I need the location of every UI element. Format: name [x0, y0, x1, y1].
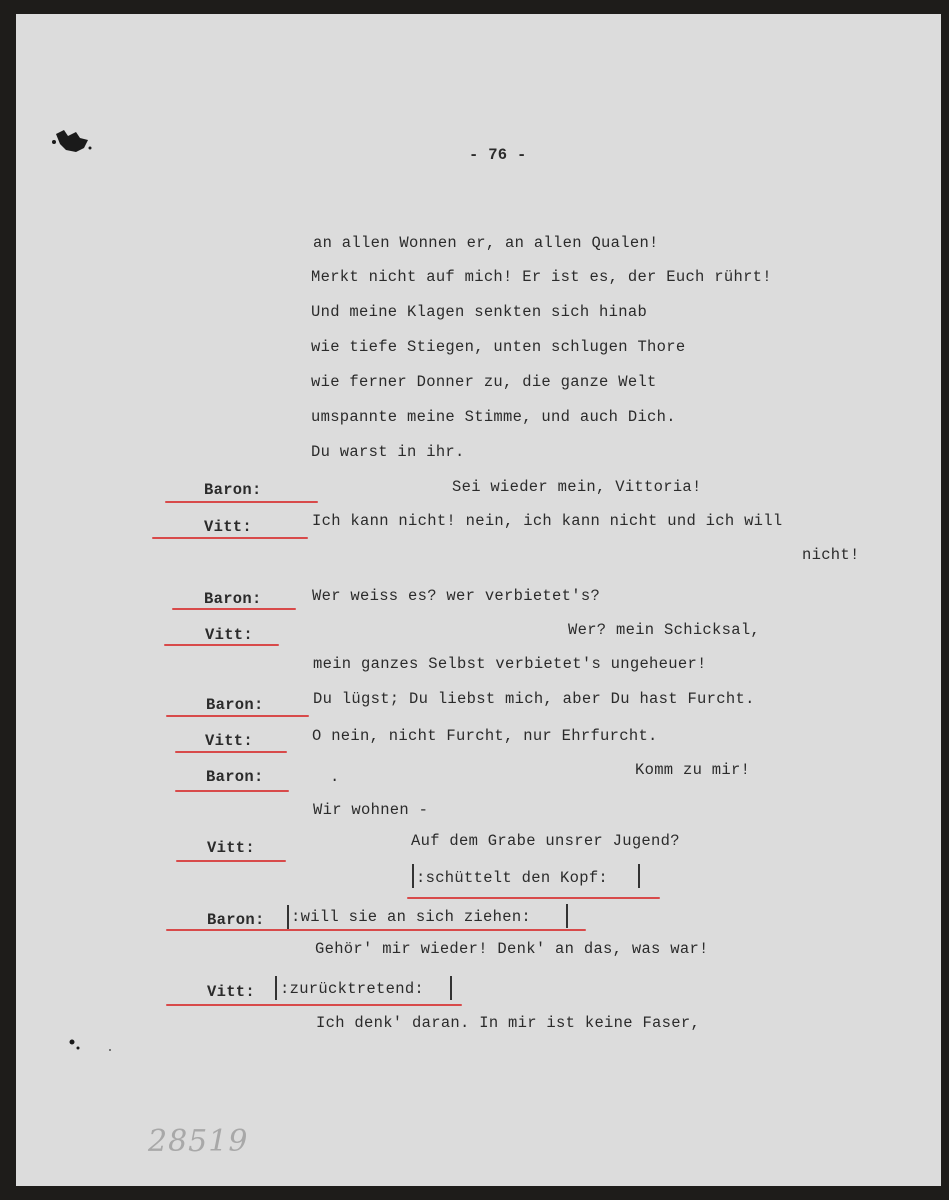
speaker-label: Baron:	[204, 481, 262, 499]
speaker-label: Vitt:	[204, 518, 253, 536]
ink-speck-icon	[66, 1036, 120, 1058]
dialogue-line: Sei wieder mein, Vittoria!	[452, 478, 702, 496]
speaker-label: Baron:	[204, 590, 262, 608]
ink-blot-icon	[50, 124, 94, 158]
speaker-label: Baron:	[206, 696, 264, 714]
red-underline	[176, 860, 286, 862]
bracket-bar	[275, 976, 277, 1000]
dot-mark: .	[330, 768, 340, 786]
verse-line: an allen Wonnen er, an allen Qualen!	[313, 234, 659, 252]
red-underline	[165, 501, 318, 503]
dialogue-line: Ich denk' daran. In mir ist keine Faser,	[316, 1014, 701, 1032]
bracket-bar	[287, 905, 289, 929]
red-underline	[164, 644, 279, 646]
dialogue-line: Wer? mein Schicksal,	[568, 621, 761, 639]
speaker-label: Baron:	[207, 911, 265, 929]
verse-line: Und meine Klagen senkten sich hinab	[311, 303, 648, 321]
red-underline	[166, 715, 309, 717]
verse-line: wie tiefe Stiegen, unten schlugen Thore	[311, 338, 686, 356]
speaker-label: Vitt:	[205, 626, 254, 644]
red-underline	[152, 537, 308, 539]
red-underline	[175, 751, 287, 753]
speaker-label: Vitt:	[207, 839, 256, 857]
archive-number: 28519	[148, 1124, 249, 1159]
red-underline	[407, 897, 660, 899]
stage-direction: :zurücktretend:	[280, 980, 425, 998]
dialogue-line: Gehör' mir wieder! Denk' an das, was war!	[315, 940, 709, 958]
verse-line: wie ferner Donner zu, die ganze Welt	[311, 373, 657, 391]
dialogue-line: nicht!	[802, 546, 860, 564]
dialogue-line: Wir wohnen -	[313, 801, 429, 819]
dialogue-line: Du lügst; Du liebst mich, aber Du hast Furcht.	[313, 690, 755, 708]
stage-direction: :will sie an sich ziehen:	[291, 908, 532, 926]
dialogue-line: Wer weiss es? wer verbietet's?	[312, 587, 601, 605]
red-underline	[172, 608, 296, 610]
verse-line: umspannte meine Stimme, und auch Dich.	[311, 408, 676, 426]
dialogue-line: Komm zu mir!	[635, 761, 751, 779]
red-underline	[175, 790, 289, 792]
red-underline	[166, 1004, 462, 1006]
red-underline	[166, 929, 586, 931]
verse-line: Merkt nicht auf mich! Er ist es, der Euch rührt!	[311, 268, 772, 286]
bracket-bar	[412, 864, 414, 888]
speaker-label: Vitt:	[205, 732, 254, 750]
page-number: - 76 -	[469, 146, 527, 164]
dialogue-line: O nein, nicht Furcht, nur Ehrfurcht.	[312, 727, 658, 745]
stage-direction: :schüttelt den Kopf:	[416, 869, 609, 887]
speaker-label: Vitt:	[207, 983, 256, 1001]
verse-line: Du warst in ihr.	[311, 443, 465, 461]
bracket-bar	[638, 864, 640, 888]
bracket-bar	[566, 904, 568, 928]
dialogue-line: Auf dem Grabe unsrer Jugend?	[411, 832, 680, 850]
bracket-bar	[450, 976, 452, 1000]
dialogue-line: mein ganzes Selbst verbietet's ungeheuer!	[313, 655, 707, 673]
dialogue-line: Ich kann nicht! nein, ich kann nicht und ich will	[312, 512, 783, 530]
speaker-label: Baron:	[206, 768, 264, 786]
